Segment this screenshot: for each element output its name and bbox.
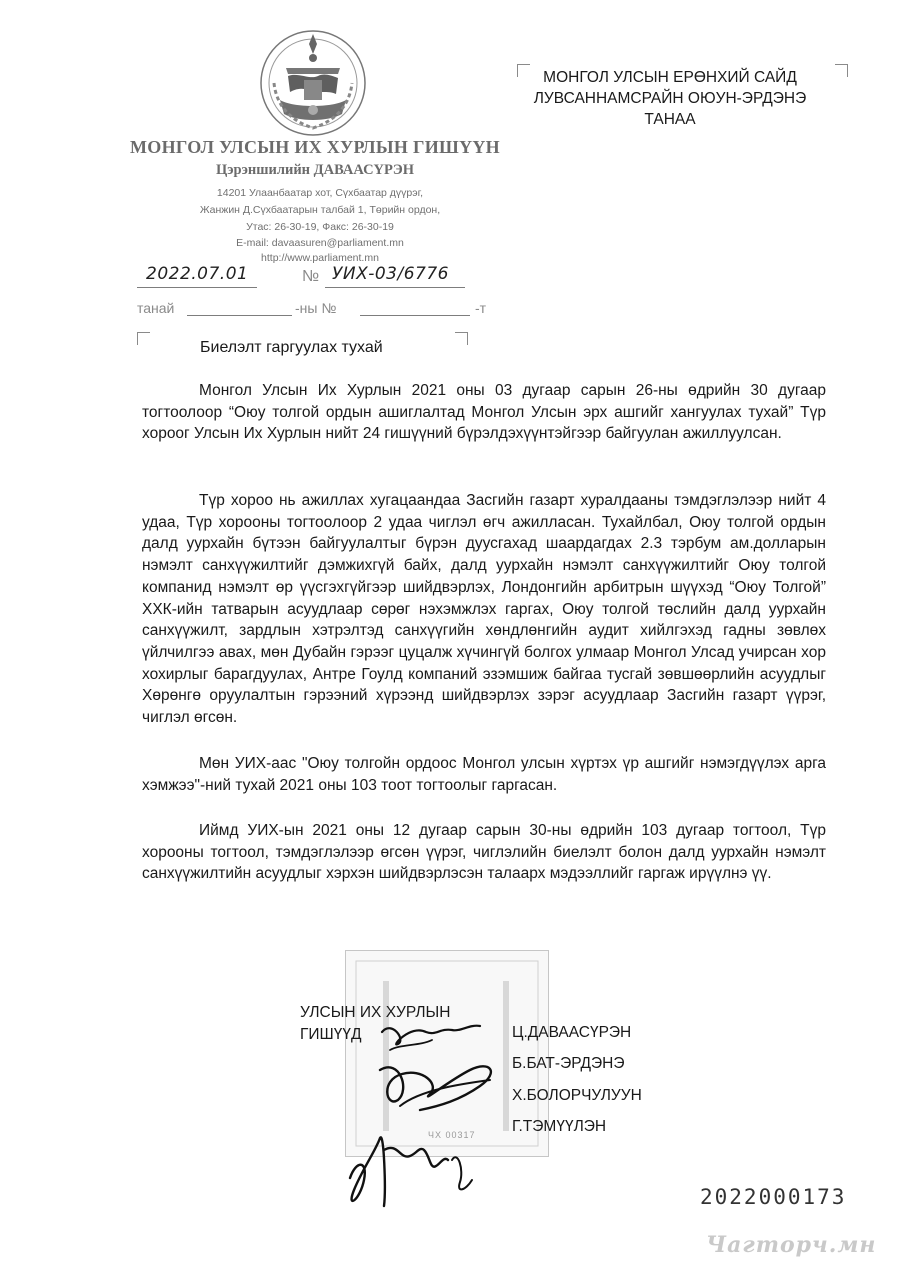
recipient-block: [520, 67, 820, 130]
member-name: Цэрэншилийн ДАВААСҮРЭН: [216, 162, 414, 178]
body-paragraph: Монгол Улсын Их Хурлын 2021 оны 03 дугаар сарын 26-ны өдрийн 30 дугаар тогтоолоор “Оюу толгой ордын ашиглалтад Монгол Улсын эрх ашгийг хангуулах тухай” Түр хороог Улсын Их Хурлын нийт 24 гишүүний бүрэлдэхүүнтэйгээр байгуулан ажиллуулсан.: [142, 382, 826, 443]
signature-title: ГИШҮҮД: [300, 1026, 362, 1043]
handwritten-signatures: [340, 1010, 540, 1220]
reply-prefix: танай: [137, 300, 175, 316]
email-line: E-mail: davaasuren@parliament.mn: [236, 237, 404, 249]
letter-number: УИХ-03/6776: [332, 264, 449, 284]
letter-subject: Биелэлт гаргуулах тухай: [200, 339, 383, 356]
corner-mark: [455, 332, 468, 345]
phone-line: Утас: 26-30-19, Факс: 26-30-19: [246, 221, 394, 233]
stamp-code: ЧХ 00317: [428, 1130, 476, 1140]
body-paragraph: Иймд УИХ-ын 2021 оны 12 дугаар сарын 30-ны өдрийн 103 дугаар тогтоол, Түр хорооны тогтоол, тэмдэглэлээр өгсөн үүрэг, чиглэлийн биелэлт болон далд уурхайн нэмэлт санхүүжилтийн асуудлыг хэрхэн шийдвэрлэсэн талаарх мэдээллийг гаргаж ирүүлнэ үү.: [142, 822, 826, 883]
signer-name: Г.ТЭМҮҮЛЭН: [512, 1118, 607, 1135]
state-emblem-icon: [258, 28, 368, 138]
recipient-line: ЛУВСАННАМСРАЙН ОЮУН-ЭРДЭНЭ: [533, 90, 807, 107]
signature-title: УЛСЫН ИХ ХУРЛЫН: [300, 1004, 451, 1021]
number-sign: №: [302, 268, 320, 285]
corner-mark: [835, 64, 848, 77]
signer-name: Б.БАТ-ЭРДЭНЭ: [512, 1055, 625, 1072]
letter-date: 2022.07.01: [146, 264, 249, 284]
reply-number-label: -ны №: [295, 300, 337, 316]
corner-mark: [137, 332, 150, 345]
organization-name: МОНГОЛ УЛСЫН ИХ ХУРЛЫН ГИШҮҮН: [130, 137, 500, 157]
body-paragraph: Мөн УИХ-аас "Оюу толгойн ордоос Монгол улсын хүртэх үр ашгийг нэмэгдүүлэх арга хэмжээ"-ний тухай 2021 оны 103 тоот тогтоолыг гаргасан.: [142, 755, 826, 794]
registration-number: 2022000173: [700, 1185, 847, 1209]
recipient-line: МОНГОЛ УЛСЫН ЕРӨНХИЙ САЙД: [543, 69, 797, 86]
recipient-line: ТАНАА: [644, 111, 696, 128]
address-line: 14201 Улаанбаатар хот, Сүхбаатар дүүрэг,: [216, 187, 424, 199]
address-line: Жанжин Д.Сүхбаатарын талбай 1, Төрийн ордон,: [199, 204, 441, 216]
signer-name: Ц.ДАВААСҮРЭН: [512, 1024, 632, 1041]
signer-name: Х.БОЛОРЧУЛУУН: [512, 1087, 642, 1104]
website-line: http://www.parliament.mn: [261, 252, 379, 264]
watermark: Чагторч.мн: [706, 1232, 877, 1258]
body-paragraph: Түр хороо нь ажиллах хугацаандаа Засгийн газарт хуралдааны тэмдэглэлээр нийт 4 удаа, Түр хорооны тогтоолоор 2 удаа чиглэл өгч ажилласан. Тухайлбал, Оюу толгой ордын далд уурхайн бүтээн байгуулалтыг бүрэн дуусгахад шаардагдах 2.3 тэрбум ам.долларын нэмэлт санхүүжилтийг дэмжихгүй байх, далд уурхайн нэмэлт санхүүжилтийг Оюу толгой компанид нэмэлт өр үүсгэхгүйгээр шийдвэрлэх, Лондонгийн арбитрын шүүхэд “Оюу Толгой” ХХК-ийн татварын асуудлаар сөрөг нэхэмжлэх гаргах, Оюу толгой төслийн далд уурхайн санхүүжилт, зардлын хэтрэлтэд санхүүгийн хөндлөнгийн аудит хийлгэхэд гадны зөвлөх үйлчилгээ авах, мөн Дубайн гэрээг цуцалж хүчингүй болгох улмаар Монгол Улсад учирсан хор хохирлыг барагдуулах, Антре Гоулд компаний эзэмшиж байгаа тусгай зөвшөөрлийн асуудлыг Хөрөнгө оруулалтын гэрээний хүрээнд шийдвэрлэх зэрэг асуудлаар Засгийн газарт үүрэг, чиглэл өгсөн.: [142, 492, 826, 727]
reply-suffix: -т: [475, 300, 487, 316]
